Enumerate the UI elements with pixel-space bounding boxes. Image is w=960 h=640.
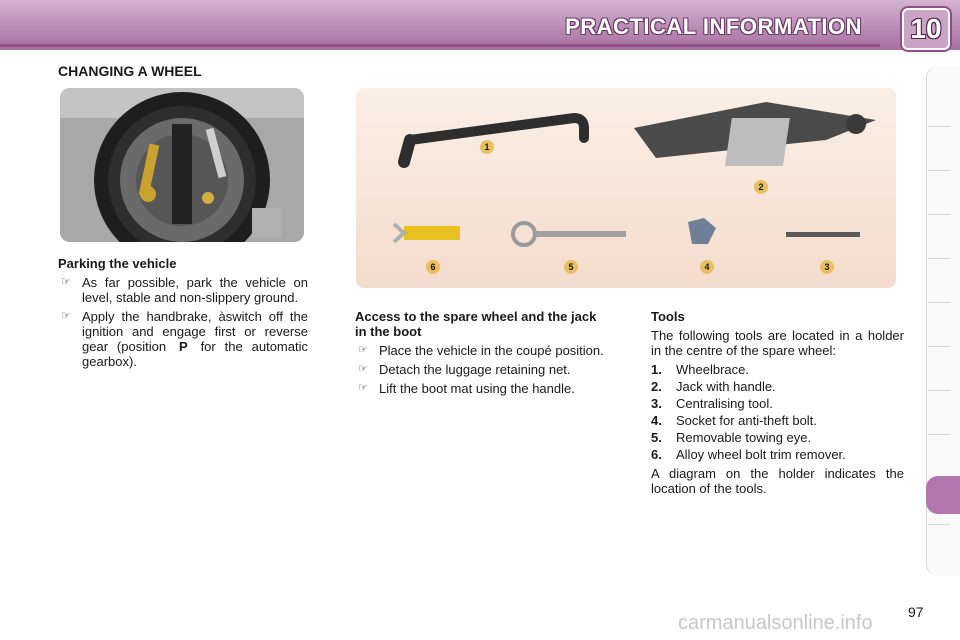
active-chapter-tab[interactable] — [926, 476, 960, 514]
pointing-hand-icon: ☞ — [61, 310, 71, 322]
chapter-title: PRACTICAL INFORMATION — [565, 14, 862, 39]
access-bullet-2 — [355, 362, 605, 377]
centralising-tool-shape — [786, 232, 860, 237]
header-rule — [0, 44, 880, 47]
trim-remover-shape — [404, 226, 460, 240]
tab-divider — [928, 346, 950, 347]
tools-item-5: 5. Removable towing eye. — [651, 430, 812, 445]
access-bullet-text-1: Place the vehicle in the coupé position. — [379, 343, 604, 358]
tools-section — [651, 309, 904, 500]
access-bullet-1 — [355, 343, 605, 358]
tools-illustration — [356, 88, 896, 288]
tab-divider — [928, 390, 950, 391]
tools-item-6: 6. Alloy wheel bolt trim remover. — [651, 447, 846, 462]
chapter-number-badge: 10 — [902, 8, 950, 50]
access-bullet-text-2: Detach the luggage retaining net. — [379, 362, 571, 377]
parking-bullet-text-2: Apply the handbrake, àswitch off the ignition and engage first or reverse gear (position P for the automatic gearbox). — [82, 309, 308, 369]
tools-heading: Tools — [651, 309, 685, 324]
page-number: 97 — [908, 604, 924, 620]
tools-item-3: 3. Centralising tool. — [651, 396, 773, 411]
access-section — [355, 309, 605, 400]
access-heading: Access to the spare wheel and the jack in the boot — [355, 309, 597, 339]
tools-item-2: 2. Jack with handle. — [651, 379, 776, 394]
tab-divider — [928, 170, 950, 171]
section-title: CHANGING A WHEEL — [58, 63, 202, 79]
watermark-text: carmanualsonline.info — [678, 612, 873, 634]
wheelbrace-shape — [410, 118, 584, 140]
tools-item-4: 4. Socket for anti-theft bolt. — [651, 413, 817, 428]
pointing-hand-icon: ☞ — [61, 276, 71, 288]
figure-label-6: 6 — [426, 260, 440, 274]
tab-divider — [928, 126, 950, 127]
tools-intro: The following tools are located in a holder in the centre of the spare wheel: — [651, 328, 904, 358]
tab-divider — [928, 214, 950, 215]
spare-wheel-photo — [60, 88, 304, 242]
tools-outro: A diagram on the holder indicates the location of the tools. — [651, 466, 904, 496]
pointing-hand-icon: ☞ — [358, 382, 368, 394]
tab-divider — [928, 434, 950, 435]
parking-bullet-1 — [58, 275, 308, 305]
towing-eye-shape — [513, 223, 535, 245]
figure-label-5: 5 — [564, 260, 578, 274]
figure-label-1: 1 — [480, 140, 494, 154]
figure-label-2: 2 — [754, 180, 768, 194]
pointing-hand-icon: ☞ — [358, 344, 368, 356]
parking-heading: Parking the vehicle — [58, 256, 177, 271]
figure-label-4: 4 — [700, 260, 714, 274]
access-bullet-3 — [355, 381, 605, 396]
tab-divider — [928, 258, 950, 259]
tab-divider — [928, 524, 950, 525]
access-bullet-text-3: Lift the boot mat using the handle. — [379, 381, 575, 396]
tab-divider — [928, 302, 950, 303]
figure-label-3: 3 — [820, 260, 834, 274]
parking-bullet-text-1: As far possible, park the vehicle on level, stable and non-slippery ground. — [82, 275, 308, 305]
tools-item-1: 1. Wheelbrace. — [651, 362, 749, 377]
socket-shape — [688, 218, 716, 244]
parking-section — [58, 256, 308, 373]
parking-bullet-2 — [58, 309, 308, 369]
pointing-hand-icon: ☞ — [358, 363, 368, 375]
